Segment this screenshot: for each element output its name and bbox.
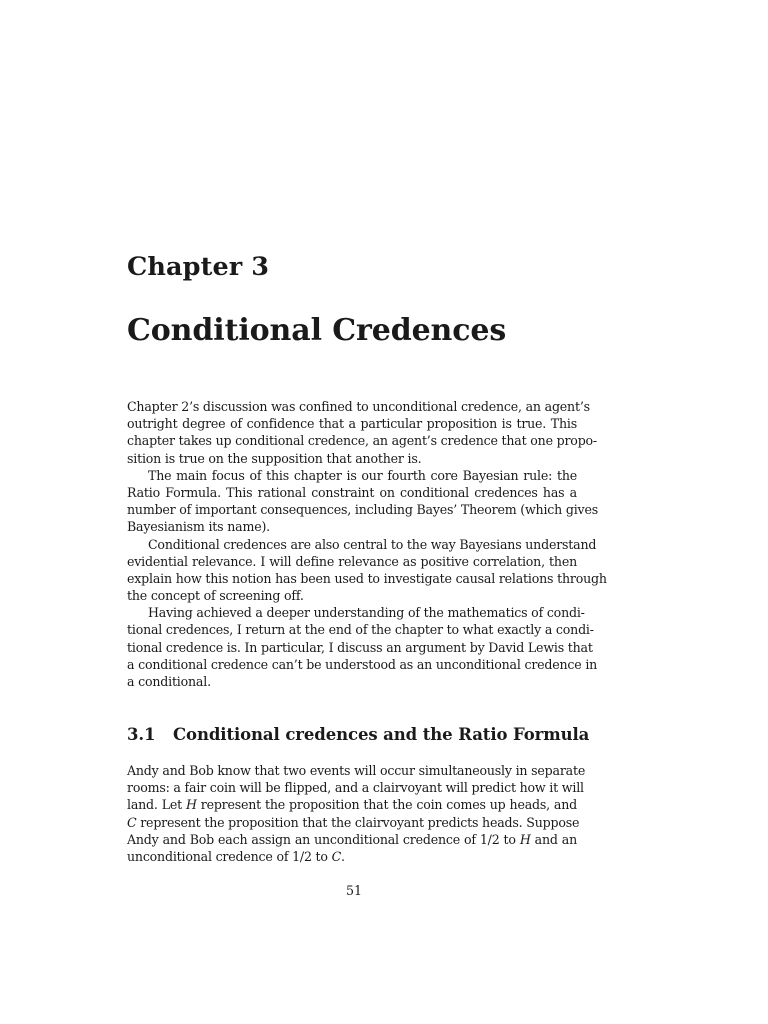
text-line: Andy and Bob each assign an unconditional credence of 1/2 to H and an xyxy=(127,831,577,847)
intro-paragraph-3 xyxy=(127,536,607,605)
text-line: a conditional. xyxy=(127,674,211,689)
text-line: number of important consequences, including Bayes’ Theorem (which gives xyxy=(127,502,598,518)
text-line: The main focus of this chapter is our fourth core Bayesian rule: the xyxy=(148,467,577,483)
section-paragraph-1 xyxy=(127,762,586,865)
chapter-label: Chapter 3 xyxy=(127,252,270,282)
section-body xyxy=(127,762,586,865)
text-line: evidential relevance. I will define relevance as positive correlation, then xyxy=(127,553,577,569)
text-line: Andy and Bob know that two events will occur simultaneously in separate xyxy=(127,763,586,778)
math-variable: C xyxy=(127,814,137,830)
text-line: Chapter 2’s discussion was confined to unconditional credence, an agent’s xyxy=(127,399,590,414)
text-line: sition is true on the supposition that another is. xyxy=(127,450,422,466)
intro-paragraph-1 xyxy=(127,398,597,467)
math-variable: H xyxy=(185,797,197,813)
section-number: 3.1 xyxy=(127,725,156,744)
text-line: rooms: a fair coin will be flipped, and a clairvoyant will predict how it will xyxy=(127,780,584,796)
text-line: Having achieved a deeper understanding of the mathematics of condi- xyxy=(148,605,585,621)
text-line: Bayesianism its name). xyxy=(127,519,270,535)
text-line: Conditional credences are also central to the way Bayesians understand xyxy=(148,536,597,552)
text-line: tional credence is. In particular, I discuss an argument by David Lewis that xyxy=(127,639,593,655)
math-variable: C xyxy=(331,848,342,864)
text-line: C represent the proposition that the clairvoyant predicts heads. Suppose xyxy=(127,814,580,830)
text-line: outright degree of confidence that a particular proposition is true. This xyxy=(127,416,577,432)
text-line: explain how this notion has been used to investigate causal relations through xyxy=(127,570,607,586)
chapter-introduction xyxy=(127,398,607,690)
text-line: a conditional credence can’t be understood as an unconditional credence in xyxy=(127,656,598,672)
intro-paragraph-4 xyxy=(127,604,598,690)
text-line: unconditional credence of 1/2 to C. xyxy=(127,848,345,864)
text-line: the concept of screening off. xyxy=(127,588,304,604)
text-line: Ratio Formula. This rational constraint on conditional credences has a xyxy=(127,484,577,500)
intro-paragraph-2 xyxy=(127,467,598,536)
section-title: Conditional credences and the Ratio Formula xyxy=(173,725,590,744)
math-variable: H xyxy=(519,831,531,847)
text-line: chapter takes up conditional credence, an agent’s credence that one propo- xyxy=(127,433,597,449)
text-line: tional credences, I return at the end of the chapter to what exactly a condi- xyxy=(127,622,594,638)
chapter-title: Conditional Credences xyxy=(127,313,507,348)
section-heading xyxy=(127,724,589,746)
text-line: land. Let H represent the proposition that the coin comes up heads, and xyxy=(127,797,577,813)
page-number: 51 xyxy=(345,883,363,898)
